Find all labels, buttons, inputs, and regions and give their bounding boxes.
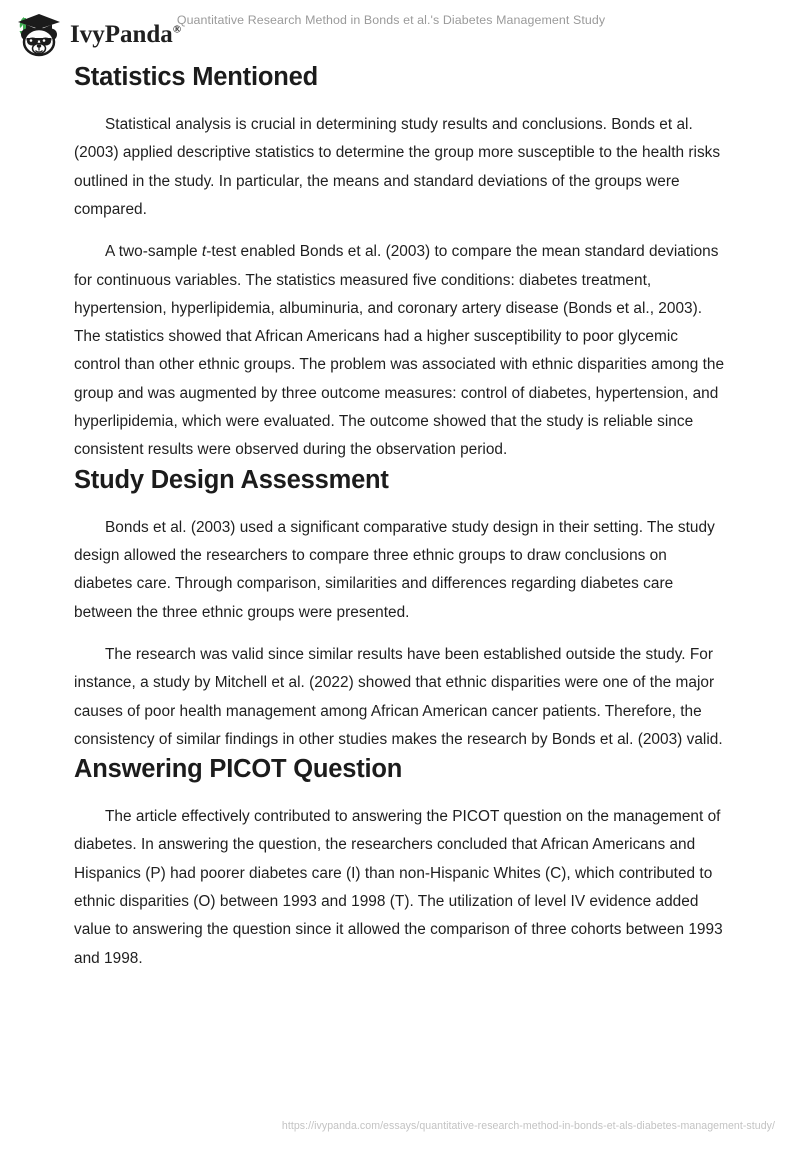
paragraph: The article effectively contributed to answering the PICOT question on the management of diabetes. In answering the question, the researchers concluded that African Americans and Hispanics (P) had poorer diabetes care (I) than non-Hispanic Whites (C), which contributed to ethnic disparities (O) between 1993 and 1998 (T). The utilization of level IV evidence added value to answering the question since it allowed the comparison of three cohorts between 1993 and 1998. [74, 808, 723, 967]
paragraph: Statistical analysis is crucial in determining study results and conclusions. Bonds et al. (2003) applied descriptive statistics to determine the group more susceptible to the health risks outlined in the study. In particular, the means and standard deviations of the groups were compared. [74, 116, 721, 218]
section-heading-statistics-mentioned: Statistics Mentioned [74, 63, 318, 91]
italic-text: t [201, 243, 207, 261]
section-heading-study-design-assessment: Study Design Assessment [74, 465, 389, 494]
paragraph: A two-sample t-test enabled Bonds et al. (2003) to compare the mean standard deviations for continuous variables. The statistics measured five conditions: diabetes treatment, hypertension, hyperlipidemia, albuminuria, and coronary artery disease (Bonds et al., 2003). The statistics showed that African Americans had a higher susceptibility to poor glycemic control than other ethnic groups. The problem was associated with ethnic disparities among the group and was augmented by three outcome measures: control of diabetes, hypertension, and hyperlipidemia, which were evaluated. The outcome showed that the study is reliable since consistent results were observed during the observation period. [74, 243, 725, 459]
running-head-title: Quantitative Research Method in Bonds et al.'s Diabetes Management Study [176, 13, 606, 27]
brand-name-text: IvyPanda [70, 20, 173, 48]
page-header [0, 0, 800, 62]
paragraph: The research was valid since similar results have been established outside the study. For instance, a study by Mitchell et al. (2022) showed that ethnic disparities were one of the major causes of poor health management among African American cancer patients. Therefore, the consistency of similar findings in other studies makes the research by Bonds et al. (2003) valid. [74, 645, 723, 748]
document-body [74, 62, 726, 973]
paragraph: Bonds et al. (2003) used a significant comparative study design in their setting. The study design allowed the researchers to compare three ethnic groups to draw conclusions on diabetes care. Through comparison, similarities and differences regarding diabetes care between the three ethnic groups were presented. [74, 518, 715, 621]
source-url[interactable]: https://ivypanda.com/essays/quantitative-research-method-in-bonds-et-als-diabetes-management-study/ [281, 1120, 775, 1132]
registered-mark: ® [172, 23, 182, 36]
page-footer [0, 1116, 775, 1134]
section-heading-answering-picot-question: Answering PICOT Question [74, 755, 403, 784]
